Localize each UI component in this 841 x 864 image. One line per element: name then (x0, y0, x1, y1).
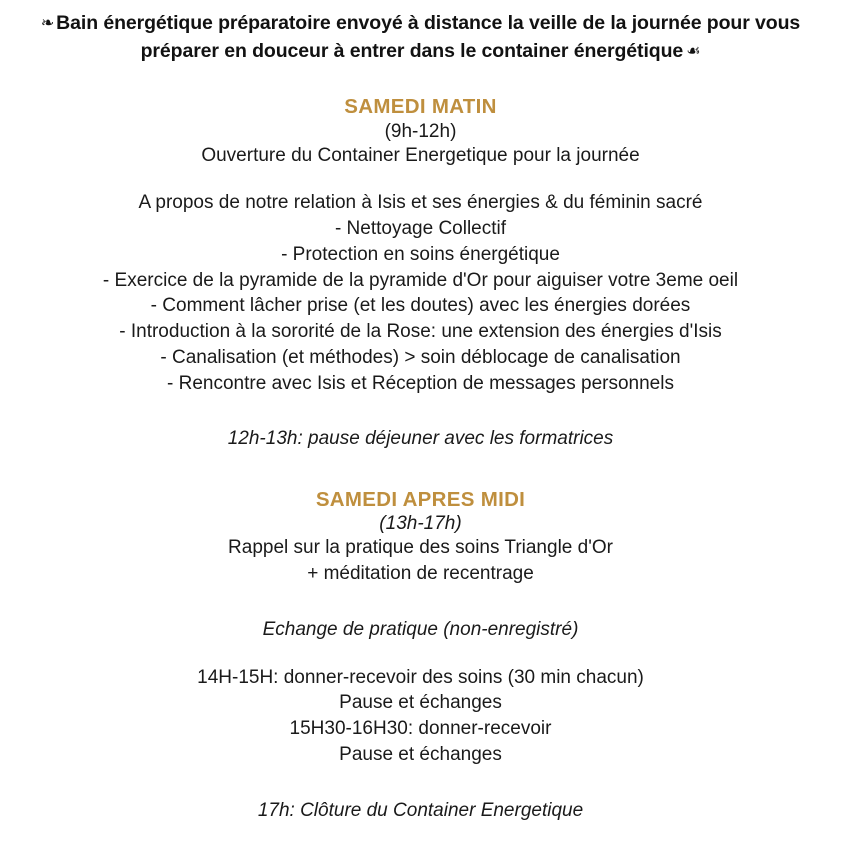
section-title-morning: SAMEDI MATIN (344, 95, 497, 119)
morning-opening-line: Ouverture du Container Energetique pour la journée (201, 144, 640, 166)
list-item: + méditation de recentrage (307, 563, 534, 585)
section-title-afternoon: SAMEDI APRES MIDI (315, 488, 526, 512)
list-item: Pause et échanges (339, 743, 502, 765)
afternoon-schedule-list (0, 665, 841, 768)
list-item: - Comment lâcher prise (et les doutes) avec les énergies dorées (150, 295, 691, 317)
list-item: - Protection en soins énergétique (281, 243, 560, 265)
spacer (0, 65, 841, 95)
list-item: Pause et échanges (339, 692, 502, 714)
morning-topic-list (0, 190, 841, 396)
section-samedi-apres-midi (0, 488, 841, 823)
list-item: - Rencontre avec Isis et Réception de messages personnels (167, 372, 674, 394)
list-item: Rappel sur la pratique des soins Triangle d'Or (228, 537, 613, 559)
list-item: - Introduction à la sororité de la Rose: une extension des énergies d'Isis (119, 321, 722, 343)
list-item: - Exercice de la pyramide de la pyramide d'Or pour aiguiser votre 3eme oeil (102, 269, 739, 291)
afternoon-intro-lines (0, 535, 841, 586)
floral-ornament-right-icon: ☙ (686, 42, 701, 60)
section-samedi-matin (0, 95, 841, 452)
list-item: 14H-15H: donner-recevoir des soins (30 min chacun) (197, 666, 644, 688)
spacer (0, 396, 841, 426)
list-item: 15H30-16H30: donner-recevoir (289, 718, 552, 740)
spacer (0, 643, 841, 665)
list-item: - Nettoyage Collectif (334, 218, 507, 240)
spacer (0, 587, 841, 617)
section-time-morning: (9h-12h) (384, 120, 457, 142)
list-item: - Canalisation (et méthodes) > soin déblocage de canalisation (160, 346, 681, 368)
spacer (0, 768, 841, 798)
morning-lunch-note: 12h-13h: pause déjeuner avec les formatrices (227, 428, 614, 450)
intro-paragraph (0, 0, 841, 65)
section-time-afternoon: (13h-17h) (379, 513, 462, 535)
afternoon-closing-note: 17h: Clôture du Container Energetique (257, 799, 584, 821)
spacer (0, 452, 841, 488)
intro-text: Bain énergétique préparatoire envoyé à distance la veille de la journée pour vous préparer en douceur à entrer dans le container énergétique (56, 12, 801, 62)
afternoon-practice-note: Echange de pratique (non-enregistré) (262, 618, 579, 640)
list-item: A propos de notre relation à Isis et ses énergies & du féminin sacré (138, 192, 703, 214)
spacer (0, 168, 841, 190)
floral-ornament-left-icon: ❧ (40, 15, 55, 32)
